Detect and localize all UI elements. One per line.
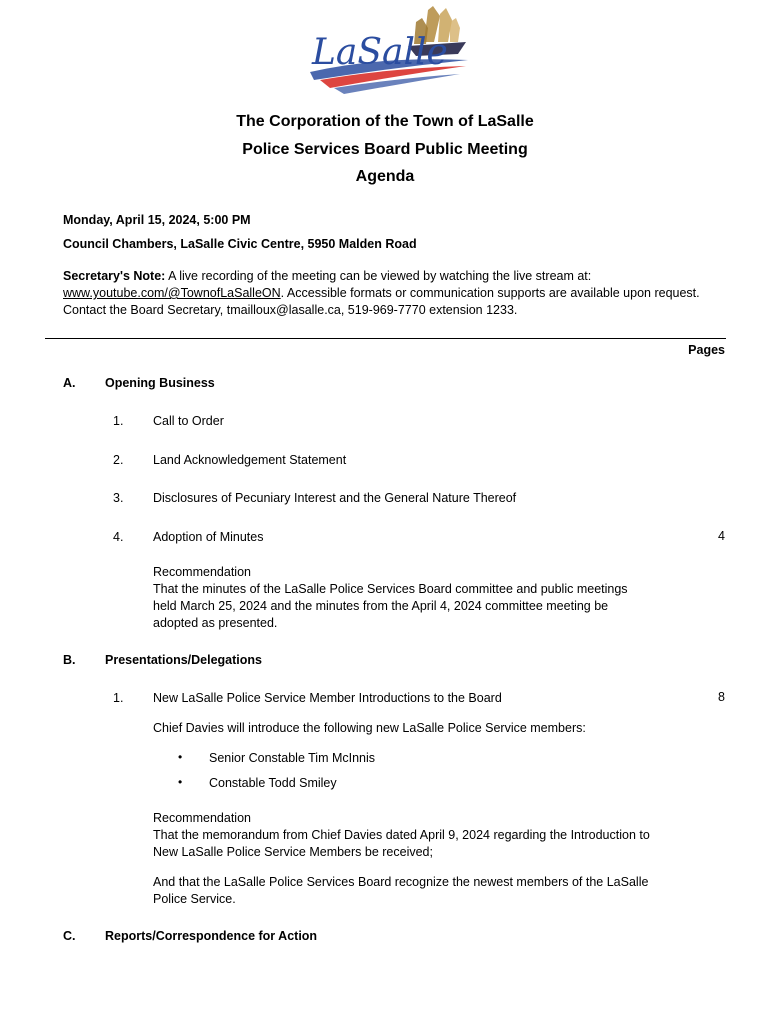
- secretary-note-text1: A live recording of the meeting can be viewed by watching the live stream at:: [165, 269, 592, 283]
- recommendation-text: That the minutes of the LaSalle Police Services Board committee and public meetings held March 25, 2024 and the minutes from the April 4, 2024 committee meeting be adopted as presented.: [153, 582, 628, 630]
- meeting-datetime: Monday, April 15, 2024, 5:00 PM: [63, 213, 251, 227]
- logo-text: LaSalle: [312, 32, 448, 73]
- recommendation-label: Recommendation: [153, 565, 251, 579]
- section-c-letter: C.: [63, 929, 76, 943]
- item-b1-additional: And that the LaSalle Police Services Board recognize the newest members of the LaSalle Police Service.: [153, 875, 649, 906]
- item-b1-intro: Chief Davies will introduce the following new LaSalle Police Service members:: [153, 721, 586, 735]
- meeting-location: Council Chambers, LaSalle Civic Centre, 5950 Malden Road: [63, 237, 417, 251]
- item-b1-text: New LaSalle Police Service Member Introductions to the Board: [153, 691, 502, 705]
- item-b1-page: 8: [718, 690, 725, 704]
- bullet-icon: •: [178, 750, 183, 764]
- secretary-note-label: Secretary's Note:: [63, 269, 166, 283]
- item-a2-number: 2.: [113, 453, 124, 467]
- section-divider: [45, 338, 726, 339]
- recommendation-label: Recommendation: [153, 811, 251, 825]
- recommendation-text: That the memorandum from Chief Davies dated April 9, 2024 regarding the Introduction to New LaSalle Police Service Members be received;: [153, 828, 650, 859]
- document-title-line3: Agenda: [355, 168, 415, 185]
- item-a3-text: Disclosures of Pecuniary Interest and the General Nature Thereof: [153, 491, 517, 505]
- pages-header: Pages: [688, 343, 725, 357]
- bullet-icon: •: [178, 775, 183, 789]
- document-title-line1: The Corporation of the Town of LaSalle: [236, 113, 534, 130]
- item-b1-recommendation: [153, 810, 653, 861]
- item-b1-number: 1.: [113, 691, 124, 705]
- item-a4-number: 4.: [113, 530, 124, 544]
- item-a4-text: Adoption of Minutes: [153, 530, 264, 544]
- secretary-note: [63, 268, 743, 319]
- item-a1-text: Call to Order: [153, 414, 224, 428]
- bullet-item-1: Senior Constable Tim McInnis: [209, 751, 376, 765]
- section-b-title: Presentations/Delegations: [105, 653, 262, 667]
- item-a2-text: Land Acknowledgement Statement: [153, 453, 347, 467]
- section-b-letter: B.: [63, 653, 76, 667]
- item-a4-page: 4: [718, 529, 725, 543]
- item-a3-number: 3.: [113, 491, 124, 505]
- item-a1-number: 1.: [113, 414, 124, 428]
- item-a4-recommendation: [153, 564, 653, 632]
- youtube-link[interactable]: www.youtube.com/@TownofLaSalleON: [63, 286, 281, 300]
- lasalle-logo: [300, 2, 472, 98]
- section-a-letter: A.: [63, 376, 76, 390]
- section-a-title: Opening Business: [105, 376, 215, 390]
- secretary-note-text2: . Accessible formats or communication supports are available upon request. Contact the Board Secretary, tmailloux@lasalle.ca, 519-969-7770 extension 1233.: [63, 286, 700, 317]
- bullet-item-2: Constable Todd Smiley: [209, 776, 337, 790]
- document-title-line2: Police Services Board Public Meeting: [242, 141, 528, 158]
- section-c-title: Reports/Correspondence for Action: [105, 929, 318, 943]
